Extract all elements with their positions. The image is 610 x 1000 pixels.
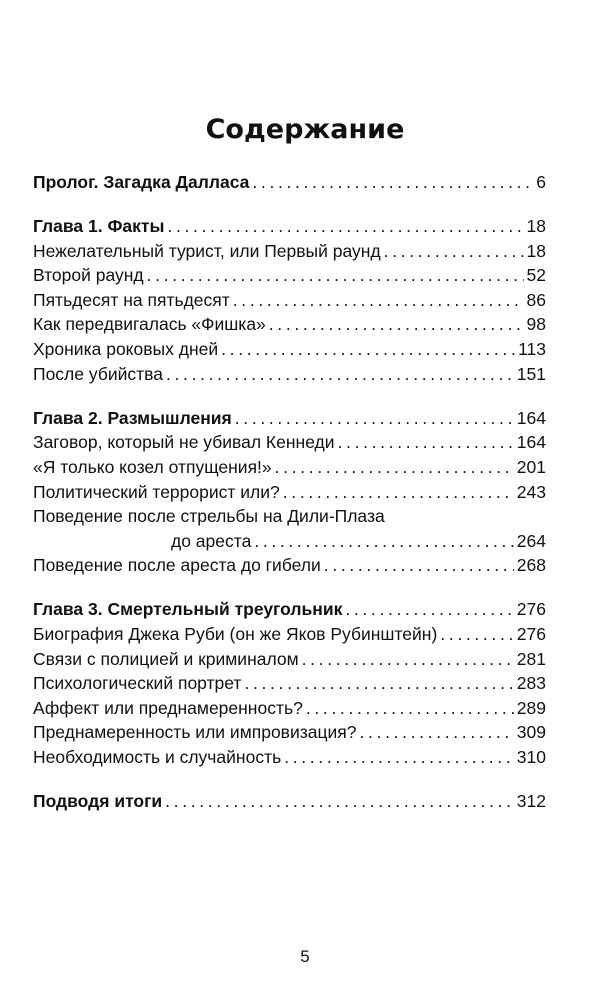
toc-item-title-line-2[interactable] (33, 529, 546, 554)
toc-item[interactable] (33, 337, 546, 362)
toc-entry-title: Нежелательный турист, или Первый раунд (33, 240, 381, 261)
toc-entry-page: 164 (516, 407, 546, 428)
toc-entry-title: Подводя итоги (33, 791, 163, 812)
toc-item[interactable] (33, 430, 546, 455)
toc-item[interactable] (33, 553, 546, 578)
toc-entry-title: до ареста (171, 530, 252, 551)
toc-item[interactable] (33, 480, 546, 505)
toc-entry-title: Глава 1. Факты (33, 216, 165, 237)
toc-item[interactable] (33, 288, 546, 313)
leader-dots (244, 671, 513, 696)
leader-dots (147, 263, 524, 288)
toc-item[interactable] (33, 745, 546, 770)
leader-dots (283, 480, 514, 505)
leader-dots (345, 597, 513, 622)
toc-entry-title: Аффект или преднамеренность? (33, 697, 303, 718)
leader-dots (252, 170, 533, 195)
leader-dots (384, 239, 524, 264)
toc-entry-title: После убийства (33, 363, 163, 384)
toc-entry-title: Биография Джека Руби (он же Яков Рубинштейн) (33, 624, 438, 644)
toc-entry-page: 276 (516, 624, 546, 644)
toc-entry-page: 268 (516, 555, 546, 576)
toc-entry-page: 201 (516, 456, 546, 477)
toc-entry-page: 310 (516, 746, 546, 767)
leader-dots (235, 406, 514, 431)
toc-entry-page: 113 (518, 339, 546, 360)
toc-entry-title: «Я только козел отпущения!» (33, 456, 272, 477)
toc-entry-title: Пятьдесят на пятьдесят (33, 289, 230, 310)
page-title: Содержание (205, 114, 405, 145)
toc-item[interactable] (33, 647, 546, 672)
toc-entry-title: Необходимость и случайность (33, 746, 282, 767)
leader-dots (306, 696, 514, 721)
leader-dots (166, 362, 514, 387)
leader-dots (167, 214, 523, 239)
leader-dots (221, 337, 515, 362)
toc-entry-title: Поведение после ареста до гибели (33, 555, 321, 576)
leader-dots (165, 789, 514, 814)
toc-entry-page: 289 (516, 697, 546, 718)
toc-entry-page: 52 (526, 265, 546, 286)
toc-item[interactable] (33, 362, 546, 387)
toc-entry-page: 18 (526, 216, 546, 237)
leader-dots (302, 647, 514, 672)
toc-heading-chapter-3[interactable] (33, 597, 546, 622)
toc-entry-page: 151 (516, 363, 546, 384)
toc-entry-title: Пролог. Загадка Далласа (33, 172, 250, 192)
leader-dots (324, 553, 514, 578)
toc-entry-page: 86 (526, 289, 546, 310)
toc-entry-page: 281 (516, 648, 546, 669)
toc-item[interactable] (33, 720, 546, 745)
toc-item[interactable] (33, 455, 546, 480)
leader-dots (275, 455, 514, 480)
toc-entry-page: 164 (516, 432, 546, 453)
toc-heading-chapter-2[interactable] (33, 406, 546, 431)
toc-entry-page: 98 (526, 314, 546, 335)
leader-dots (233, 288, 524, 313)
leader-dots (284, 745, 514, 770)
leader-dots (254, 529, 513, 554)
toc-entry-title: Хроника роковых дней (33, 339, 219, 360)
toc-heading-prologue[interactable] (33, 170, 546, 195)
toc-item[interactable] (33, 239, 546, 264)
toc-heading-chapter-1[interactable] (33, 214, 546, 239)
toc-entry-title: Политический террорист или? (33, 481, 280, 502)
toc-entry-title: Связи с полицией и криминалом (33, 648, 299, 669)
leader-dots (360, 720, 514, 745)
leader-dots (440, 622, 514, 647)
page-number: 5 (300, 947, 310, 966)
toc-entry-title: Глава 3. Смертельный треугольник (33, 599, 343, 620)
toc-entry-title: Второй раунд (33, 265, 144, 286)
table-of-contents (33, 170, 546, 814)
toc-item-title-line-1[interactable]: Поведение после стрельбы на Дили-Плаза (33, 506, 385, 527)
toc-entry-page: 309 (516, 722, 546, 743)
toc-entry-page: 6 (536, 172, 546, 192)
leader-dots (338, 430, 514, 455)
toc-entry-page: 243 (516, 481, 546, 502)
toc-entry-title: Заговор, который не убивал Кеннеди (33, 432, 335, 453)
toc-entry-page: 283 (516, 673, 546, 694)
toc-item[interactable] (33, 696, 546, 721)
toc-item[interactable] (33, 263, 546, 288)
toc-entry-title: Глава 2. Размышления (33, 407, 232, 428)
toc-entry-page: 264 (516, 530, 546, 551)
toc-entry-title: Психологический портрет (33, 673, 242, 694)
toc-entry-page: 312 (516, 791, 546, 812)
toc-entry-title: Преднамеренность или импровизация? (33, 722, 357, 743)
toc-entry-title: Как передвигалась «Фишка» (33, 314, 266, 335)
toc-item[interactable] (33, 312, 546, 337)
toc-heading-summary[interactable] (33, 789, 546, 814)
toc-entry-page: 18 (526, 240, 546, 261)
leader-dots (269, 312, 524, 337)
toc-item[interactable] (33, 622, 546, 647)
toc-item[interactable] (33, 671, 546, 696)
toc-entry-page: 276 (516, 599, 546, 620)
